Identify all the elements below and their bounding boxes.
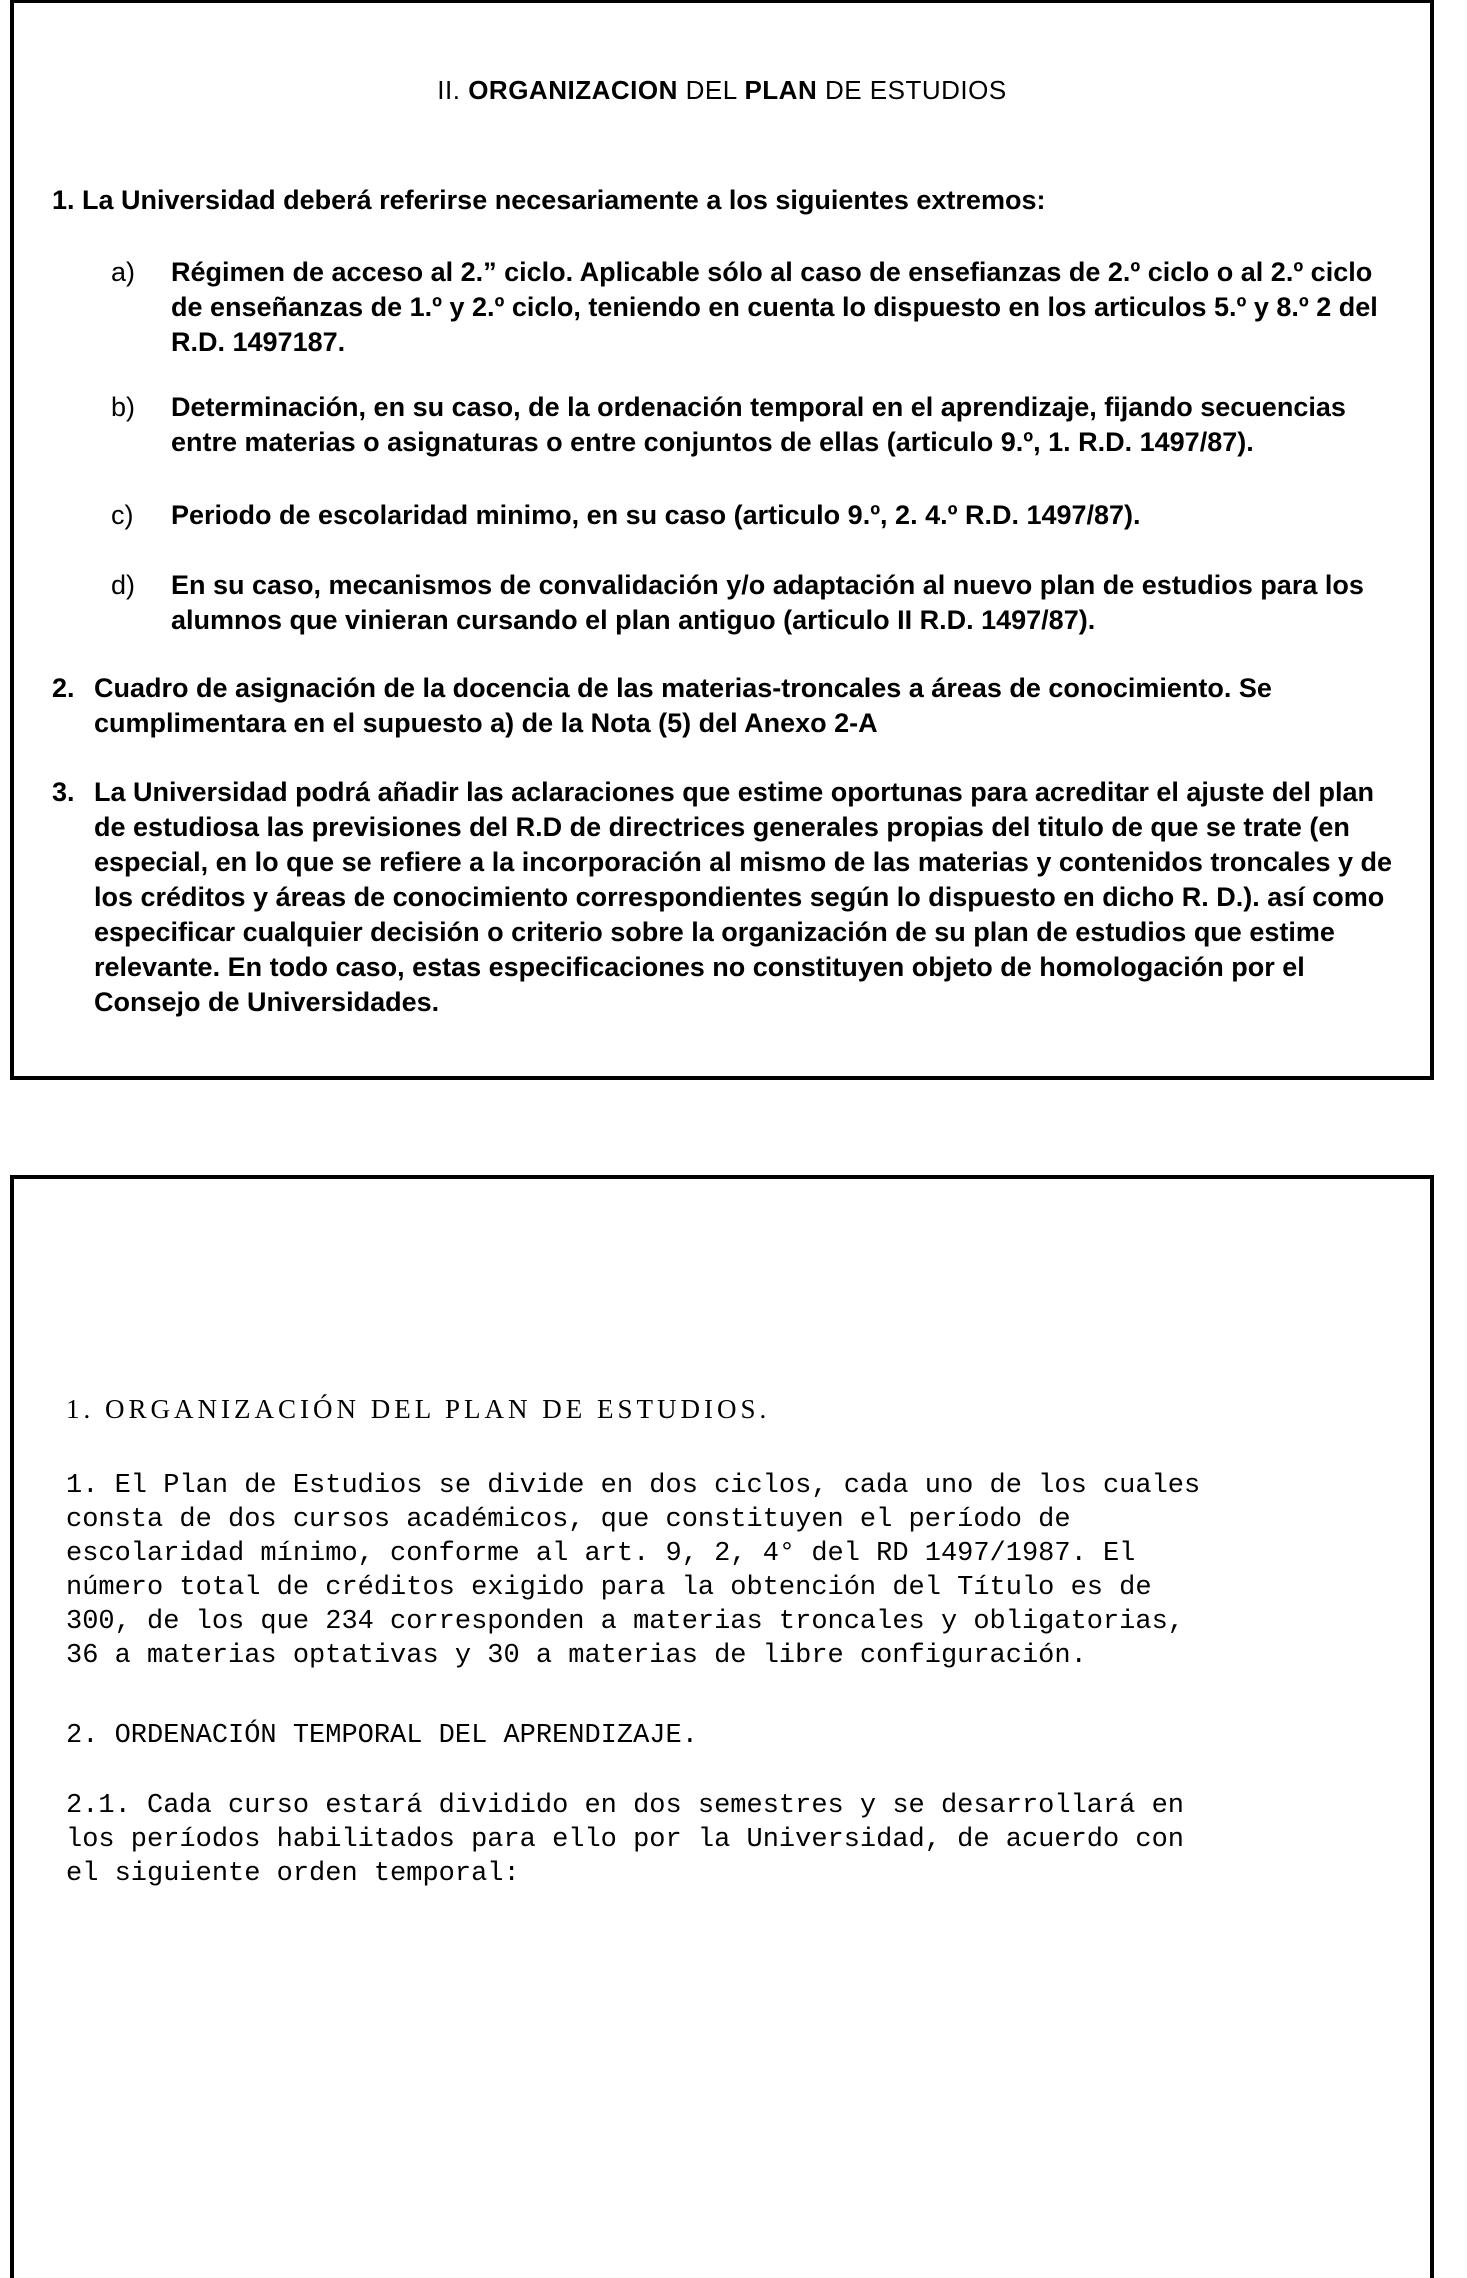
item-label: b)	[111, 392, 136, 422]
item-text: Periodo de escolaridad minimo, en su caso (articulo 9.º, 2. 4.º R.D. 1497/87).	[171, 500, 1141, 530]
item-label: a)	[111, 257, 136, 287]
item-text: Régimen de acceso al 2.” ciclo. Aplicable sólo al caso de ensefianzas de 2.º ciclo o al 2.º ciclo de enseñanzas de 1.º y 2.º ciclo, teniendo en cuenta lo dispuesto en los articulos 5.º y 8.º 2 del R.D. 1497187.	[171, 257, 1378, 357]
section-heading	[14, 75, 1430, 106]
instruction-text: Cuadro de asignación de la docencia de las materias-troncales a áreas de conocimiento. Se cumplimentara en el supuesto a) de la Nota (5) del Anexo 2-A	[94, 673, 1272, 738]
instruction-item-c	[111, 498, 1411, 533]
form-instructions-box	[10, 0, 1434, 1080]
content-heading-2: 2. ORDENACIÓN TEMPORAL DEL APRENDIZAJE.	[66, 1721, 698, 1751]
instruction-1: 1. La Universidad deberá referirse necesariamente a los siguientes extremos:	[52, 185, 1046, 215]
item-label: c)	[111, 500, 134, 530]
heading-roman-numeral: II.	[437, 75, 461, 105]
instruction-item-d	[111, 568, 1411, 635]
item-text: Determinación, en su caso, de la ordenación temporal en el aprendizaje, fijando secuencias entre materias o asignaturas o entre conjuntos de ellas (articulo 9.º, 1. R.D. 1497/87).	[171, 392, 1346, 457]
content-title: 1. ORGANIZACIÓN DEL PLAN DE ESTUDIOS.	[66, 1394, 771, 1424]
item-text: En su caso, mecanismos de convalidación y/o adaptación al nuevo plan de estudios para los alumnos que vinieran cursando el plan antiguo (articulo II R.D. 1497/87).	[171, 570, 1364, 635]
heading-word-organizacion: ORGANIZACION	[468, 75, 678, 105]
plan-content-box	[10, 1175, 1434, 2278]
instruction-number: 2.	[52, 673, 75, 703]
instruction-text: La Universidad podrá añadir las aclaraciones que estime oportunas para acreditar el ajuste del plan de estudiosa las previsiones del R.D de directrices generales propias del titulo de que se trate (en especial, en lo que se refiere a la incorporación al mismo de las materias y contenidos troncales y de los créditos y áreas de conocimiento correspondientes según lo dispuesto en dicho R. D.). así como especificar cualquier decisión o criterio sobre la organización de su plan de estudios que estime relevante. En todo caso, estas especificaciones no constituyen objeto de homologación por el Consejo de Universidades.	[94, 777, 1393, 1017]
instruction-item-a	[111, 255, 1411, 357]
heading-word-del: DEL	[685, 75, 737, 105]
heading-word-plan: PLAN	[744, 75, 818, 105]
content-paragraph-1: 1. El Plan de Estudios se divide en dos ciclos, cada uno de los cuales consta de dos cursos académicos, que constituyen el período de escolaridad mínimo, conforme al art. 9, 2, 4° del RD 1497/1987. El número total de créditos exigido para la obtención del Título es de 300, de los que 234 corresponden a materias troncales y obligatorias, 36 a materias optativas y 30 a materias de libre configuración.	[66, 1471, 1201, 1671]
instruction-item-b	[111, 390, 1411, 457]
item-label: d)	[111, 570, 136, 600]
instruction-number: 3.	[52, 777, 75, 807]
heading-word-de-estudios: DE ESTUDIOS	[824, 75, 1007, 105]
content-paragraph-2: 2.1. Cada curso estará dividido en dos semestres y se desarrollará en los períodos habilitados para ello por la Universidad, de acuerdo con el siguiente orden temporal:	[66, 1791, 1184, 1889]
